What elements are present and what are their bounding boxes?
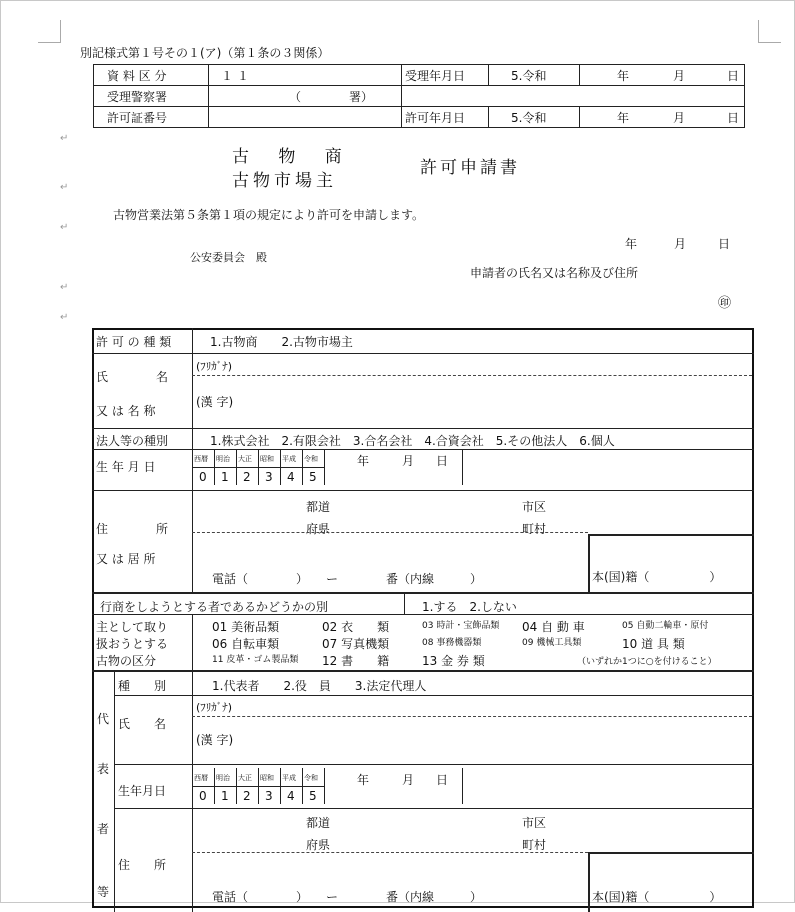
rep-name-label: 氏 名 (118, 717, 167, 731)
era-taisho: 大正 (238, 774, 252, 782)
era-num: 2 (243, 789, 251, 803)
statement: 古物営業法第５条第１項の規定により許可を申請します。 (113, 208, 425, 222)
birth-year: 年 (357, 454, 370, 468)
peddler-options[interactable]: 1.する 2.しない (422, 600, 517, 614)
margin-corner (758, 20, 781, 43)
date-day: 日 (718, 237, 731, 251)
rep-side-label: 代 (97, 712, 110, 726)
phone-field[interactable]: 電話（ ） ー 番（内線 ） (212, 572, 483, 586)
era-num: 5 (309, 470, 317, 484)
rep-phone-field[interactable]: 電話（ ） ー 番（内線 ） (212, 890, 483, 904)
rep-side-label: 者 (97, 822, 110, 836)
goods-label-1: 主として取り (96, 620, 169, 634)
seal-mark: ㊞ (718, 296, 732, 311)
rep-city-label-2: 町村 (522, 838, 547, 852)
rep-type-options[interactable]: 1.代表者 2.役 員 3.法定代理人 (212, 679, 427, 693)
permit-date-label: 許可年月日 (405, 111, 466, 125)
rep-side-label: 表 (97, 762, 110, 776)
city-label-2: 町村 (522, 522, 547, 536)
birth-era-grid[interactable] (192, 449, 468, 487)
margin-corner (38, 20, 61, 43)
address-label-alt: 又 は 居 所 (96, 552, 156, 566)
nationality-field[interactable]: 本(国)籍（ ） (592, 570, 722, 584)
receipt-year: 年 (617, 69, 630, 83)
goods-05[interactable]: 05 自動二輪車・原付 (622, 621, 709, 631)
data-category-value: １１ (221, 69, 254, 83)
goods-02[interactable]: 02 衣 類 (322, 620, 390, 634)
permit-type-options[interactable]: 1.古物商 2.古物市場主 (210, 335, 353, 349)
corp-type-options[interactable]: 1.株式会社 2.有限会社 3.合名会社 4.合資会社 5.その他法人 6.個人 (210, 434, 615, 448)
rep-kanji-field[interactable]: (漢 字) (196, 733, 234, 747)
kanji-field[interactable]: (漢 字) (196, 395, 234, 409)
rep-nationality-field[interactable]: 本(国)籍（ ） (592, 890, 722, 904)
era-num: 0 (199, 789, 207, 803)
receipt-day: 日 (727, 69, 740, 83)
era-seireki: 西暦 (194, 455, 208, 463)
era-num: 1 (221, 470, 229, 484)
rep-prefecture-label-2: 府県 (306, 838, 331, 852)
era-reiwa: 令和 (304, 774, 318, 782)
era-num: 4 (287, 470, 295, 484)
goods-note: （いずれか1つに○を付けること） (577, 657, 717, 667)
date-year: 年 (625, 237, 638, 251)
rep-birth-year: 年 (357, 773, 370, 787)
birth-day: 日 (436, 454, 449, 468)
goods-01[interactable]: 01 美術品類 (212, 620, 280, 634)
address-label: 住 所 (96, 522, 169, 536)
addressee: 公安委員会 殿 (190, 251, 267, 264)
date-month: 月 (674, 237, 687, 251)
goods-label-3: 古物の区分 (96, 654, 157, 668)
goods-09[interactable]: 09 機械工具類 (522, 638, 582, 648)
police-station-label: 受理警察署 (107, 90, 168, 104)
goods-10[interactable]: 10 道 具 類 (622, 637, 685, 651)
permit-day: 日 (727, 111, 740, 125)
rep-furigana-field[interactable]: (ﾌﾘｶﾞﾅ) (196, 701, 233, 714)
corp-type-label: 法人等の種別 (96, 434, 169, 448)
rep-address-label: 住 所 (118, 858, 167, 872)
rep-prefecture-label: 都道 (306, 816, 331, 830)
rep-type-label: 種 別 (118, 679, 167, 693)
goods-03[interactable]: 03 時計・宝飾品類 (422, 621, 500, 631)
goods-13[interactable]: 13 金 券 類 (422, 654, 485, 668)
data-category-label: 資 料 区 分 (107, 69, 167, 83)
prefecture-label: 都道 (306, 500, 331, 514)
era-taisho: 大正 (238, 455, 252, 463)
permit-number-label: 許可証番号 (107, 111, 168, 125)
era-seireki: 西暦 (194, 774, 208, 782)
birth-month: 月 (402, 454, 415, 468)
permit-era: 5.令和 (511, 111, 547, 125)
era-num: 3 (265, 470, 273, 484)
receipt-month: 月 (673, 69, 686, 83)
rep-birth-month: 月 (402, 773, 415, 787)
era-showa: 昭和 (260, 774, 274, 782)
main-form (92, 328, 754, 903)
era-num: 1 (221, 789, 229, 803)
era-num: 3 (265, 789, 273, 803)
rep-birth-label: 生年月日 (118, 784, 167, 798)
goods-12[interactable]: 12 書 籍 (322, 654, 390, 668)
peddler-question: 行商をしようとする者であるかどうかの別 (100, 600, 329, 614)
name-label: 氏 名 (96, 370, 169, 384)
goods-08[interactable]: 08 事務機器類 (422, 638, 482, 648)
era-num: 5 (309, 789, 317, 803)
title-suffix: 許可申請書 (420, 158, 520, 178)
birth-date-label: 生 年 月 日 (96, 460, 156, 474)
era-meiji: 明治 (216, 455, 230, 463)
permit-month: 月 (673, 111, 686, 125)
police-station-value[interactable]: （ 署） (289, 90, 374, 104)
era-showa: 昭和 (260, 455, 274, 463)
permit-year: 年 (617, 111, 630, 125)
era-reiwa: 令和 (304, 455, 318, 463)
permit-type-label: 許 可 の 種 類 (96, 335, 172, 349)
era-num: 2 (243, 470, 251, 484)
applicant-label: 申請者の氏名又は名称及び住所 (470, 266, 639, 280)
receipt-era: 5.令和 (511, 69, 547, 83)
rep-birth-day: 日 (436, 773, 449, 787)
rep-birth-era-grid[interactable] (192, 768, 468, 806)
furigana-field[interactable]: (ﾌﾘｶﾞﾅ) (196, 360, 233, 373)
goods-06[interactable]: 06 自転車類 (212, 637, 280, 651)
rep-city-label: 市区 (522, 816, 547, 830)
goods-11[interactable]: 11 皮革・ゴム製品類 (212, 655, 299, 665)
header-note: 別記様式第１号その１(ア)（第１条の３関係） (80, 46, 330, 60)
era-heisei: 平成 (282, 455, 296, 463)
era-heisei: 平成 (282, 774, 296, 782)
top-table (93, 64, 745, 128)
prefecture-label-2: 府県 (306, 522, 331, 536)
goods-04[interactable]: 04 自 動 車 (522, 620, 585, 634)
name-label-alt: 又 は 名 称 (96, 404, 156, 418)
era-meiji: 明治 (216, 774, 230, 782)
receipt-date-label: 受理年月日 (405, 69, 466, 83)
rep-side-label: 等 (97, 885, 110, 899)
title-kobutsusho: 古 物 商 (232, 147, 354, 167)
city-label: 市区 (522, 500, 547, 514)
era-num: 4 (287, 789, 295, 803)
era-num: 0 (199, 470, 207, 484)
goods-label-2: 扱おうとする (96, 637, 169, 651)
goods-07[interactable]: 07 写真機類 (322, 637, 390, 651)
title-market: 古物市場主 (232, 171, 337, 191)
